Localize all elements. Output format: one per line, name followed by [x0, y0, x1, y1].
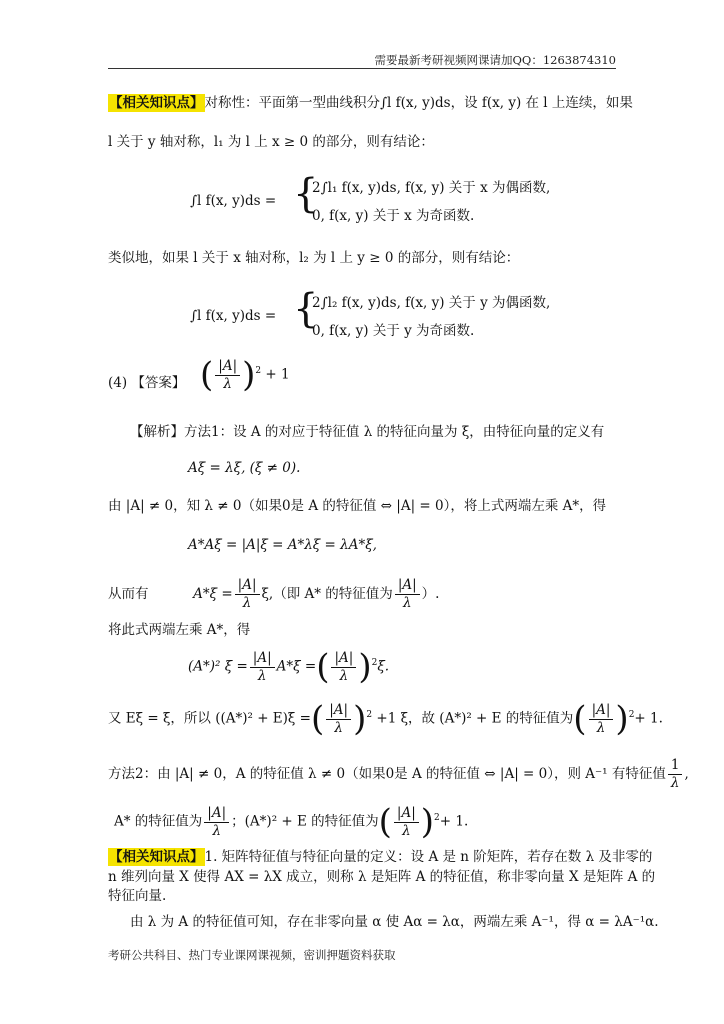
numerator: |A| [395, 578, 420, 595]
numerator: |A| [589, 703, 614, 720]
numerator: |A| [250, 651, 275, 668]
equation-1: Aξ = λξ, (ξ ≠ 0). [188, 460, 301, 476]
formula-1-case-1: 2∫l₁ f(x, y)ds, f(x, y) 关于 x 为偶函数, [312, 180, 551, 196]
numerator: |A| [235, 578, 260, 595]
denominator: λ [257, 667, 267, 684]
related-label: 【相关知识点】 [109, 849, 204, 865]
equation-3 [188, 647, 390, 687]
exponent: 2 [255, 366, 262, 376]
answer-expression [200, 355, 290, 395]
text: 又 Eξ = ξ，所以 ((A*)² + E)ξ = [108, 710, 311, 727]
denominator: λ [339, 667, 349, 684]
text-line: n 维列向量 X 使得 AX = λX 成立，则称 λ 是矩阵 A 的特征值，称非零向量 X 是矩阵 A 的 [108, 869, 656, 885]
numerator: |A| [331, 651, 356, 668]
exponent: 2 [366, 710, 373, 720]
denominator: λ [223, 375, 232, 392]
related-knowledge-line-2 [108, 851, 652, 865]
formula-1-case-2: 0, f(x, y) 关于 x 为奇函数. [312, 208, 475, 224]
denominator: λ [402, 594, 412, 611]
text: + 1. [439, 813, 469, 830]
denominator: λ [596, 719, 606, 736]
text: (A*)² ξ = [188, 658, 248, 675]
text-line: 类似地，如果 l 关于 x 轴对称，l₂ 为 l 上 y ≥ 0 的部分，则有结论： [108, 250, 520, 266]
formula-2-lhs: ∫l f(x, y)ds = [190, 308, 277, 324]
paren: ) [420, 802, 435, 842]
related-knowledge-line-1 [108, 97, 633, 111]
paren: ) [615, 699, 629, 739]
text: A*ξ = [193, 585, 233, 602]
denominator: λ [670, 774, 680, 791]
fraction [589, 703, 614, 736]
text-line: l 关于 y 轴对称，l₁ 为 l 上 x ≥ 0 的部分，则有结论： [108, 134, 434, 150]
fraction [668, 758, 683, 791]
fraction [235, 578, 260, 611]
text: + 1. [634, 710, 663, 727]
denominator: λ [402, 822, 411, 839]
expression-tail: + 1 [265, 366, 290, 383]
paren: ( [310, 699, 325, 739]
equation-2: A*Aξ = |A|ξ = A*λξ = λA*ξ, [188, 537, 377, 553]
fraction [394, 806, 419, 839]
paren: ( [316, 647, 330, 687]
numerator: |A| [215, 359, 240, 376]
text: ξ. [377, 658, 390, 675]
text: ξ,（即 A* 的特征值为 [261, 585, 393, 602]
text: ；(A*)² + E 的特征值为 [231, 813, 379, 830]
text: A* 的特征值为 [114, 813, 203, 830]
fraction [395, 578, 420, 611]
formula-2-case-2: 0, f(x, y) 关于 y 为奇函数. [312, 323, 475, 339]
numerator: |A| [204, 806, 229, 823]
formula-1-lhs: ∫l f(x, y)ds = [190, 193, 277, 209]
numerator: |A| [326, 703, 351, 720]
exponent: 2 [628, 710, 635, 720]
text: A*ξ = [276, 658, 317, 675]
fraction [215, 359, 240, 392]
numerator: 1 [668, 758, 683, 775]
exponent: 2 [434, 813, 440, 823]
paren: ) [353, 699, 367, 739]
brace: { [293, 286, 319, 332]
text: 从而有 [108, 585, 149, 602]
paren: ( [200, 355, 214, 395]
fraction [326, 703, 351, 736]
paren: ) [242, 355, 256, 395]
related-label: 【相关知识点】 [109, 95, 204, 111]
paren: ( [378, 802, 392, 842]
answer-label: (4) 【答案】 [108, 375, 186, 391]
page-header: 需要最新考研视频网课请加QQ：1263874310 [374, 53, 616, 67]
method-2-line: 方法2：由 |A| ≠ 0，A 的特征值 λ ≠ 0（如果0是 A 的特征值 ⇔ |A| = 0），则 A⁻¹ 有特征值 $\frac{1}{\lambda}$ , [108, 757, 689, 791]
text: ）. [421, 585, 440, 602]
fraction [204, 806, 229, 839]
exponent: 2 [371, 658, 378, 668]
method-2-result [114, 802, 469, 842]
analysis-line: 【解析】方法1：设 A 的对应于特征值 λ 的特征向量为 ξ，由特征向量的定义有 [130, 424, 605, 440]
text: ξ，故 (A*)² + E 的特征值为 [400, 710, 574, 727]
paren: ( [573, 699, 587, 739]
brace: { [293, 171, 319, 217]
text: 方法2：由 |A| ≠ 0，A 的特征值 λ ≠ 0（如果0是 A 的特征值 ⇔ |A| = 0），则 A⁻¹ 有特征值 [108, 765, 666, 782]
fraction [331, 651, 356, 684]
text-line: 由 |A| ≠ 0，知 λ ≠ 0（如果0是 A 的特征值 ⇔ |A| = 0），将上式两端左乘 A*，得 [108, 498, 607, 514]
page-footer: 考研公共科目、热门专业课网课视频，密训押题资料获取 [108, 948, 396, 962]
denominator: λ [242, 594, 252, 611]
denominator: λ [334, 719, 343, 736]
text-line: 由 λ 为 A 的特征值可知，存在非零向量 α 使 Aα = λα，两端左乘 A⁻¹，得 α = λA⁻¹α. [130, 914, 659, 930]
denominator: λ [212, 822, 221, 839]
text-line: 特征向量. [108, 888, 167, 904]
derivation-line [108, 578, 439, 611]
header-divider [108, 68, 616, 69]
text-line: 将此式两端左乘 A*，得 [108, 622, 251, 638]
paren: ) [358, 647, 372, 687]
text: 对称性：平面第一型曲线积分∫l f(x, y)ds，设 f(x, y) 在 l 上连续，如果 [204, 95, 633, 111]
numerator: |A| [394, 806, 419, 823]
derivation-line: 又 Eξ = ξ，所以 ((A*)² + E)ξ =( $\frac{|A|}{\lambda}$ )$^2$ +1 ξ，故 (A*)² + E 的特征值为( $\frac{|A|}{\lambda}$ )$^2$+ 1. [108, 699, 663, 739]
formula-2-case-1: 2∫l₂ f(x, y)ds, f(x, y) 关于 y 为偶函数, [312, 295, 551, 311]
fraction [250, 651, 275, 684]
text: 1. 矩阵特征值与特征向量的定义：设 A 是 n 阶矩阵，若存在数 λ 及非零的 [204, 849, 653, 865]
